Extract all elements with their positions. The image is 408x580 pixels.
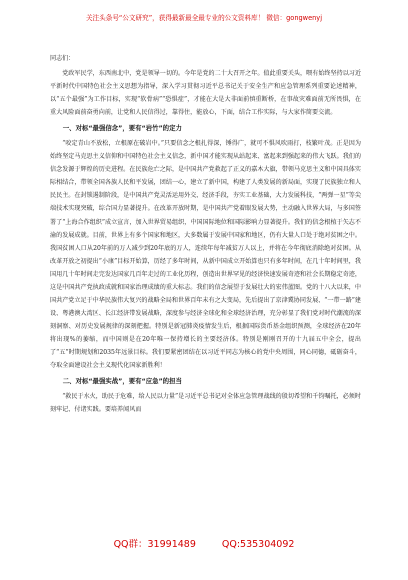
intro-paragraph: 党政军民学，东西南北中，党是领导一切的。今年是党的二十大召开之年。值此重要关头，喂有始终坚持以习近平新时代中国特色社会主义思想为指导，深入学习贯彻习近平总书记关于安全生产和应急管理系列重要论述精神，以“五个最强”为工作目标，实现“软骨病”“恐惧症”，才能在大是大非面前慎重断桥，在事故灾难面前无所畏惧，在重大风险面前奋勇向前，让党和人民信得过，靠得住，能放心，下面，结合工作实际，与大家作简要交流。 [50, 70, 361, 117]
salutation: 同志们： [50, 55, 75, 62]
footer-qq-number: QQ:535304092 [221, 539, 295, 550]
header-banner: 关注头条号“公文研究”，获得最新最全最专业的公文资料库！ 微信：gongwenyj [85, 14, 323, 22]
section-heading-1: 一、对标“最强信念”，要有“岩竹”的定力 [62, 124, 182, 133]
section-1-paragraph: “咬定青山不放松，立根原在破岩中。”只要信念之根扎得深，锤得广，就可不惧风吹雨打，枝繁叶茂。正是因为始终坚定马克思主义信仰和中国特色社会主义信念，新中国才能实现从站起来、富起来到强起来的伟大飞跃。我们的信念发源于辉煌的历史进程。在民族危亡之际，是中国共产党救起了正义的嘉木大旗，带领马克思主义和中国具体实际相结合，带领全国各族人民和平发展，团结一心，建立了新中国，构建了人类发展的新局面，实现了民族独立和人民民主。在封锁遏制阶段，是中国共产党灵活运用外交、经济手段，夯实工业基础，大力发展科技，“两弹一星”等尖端技术实现突破，综合国力显著提升。在改革开放时期，是中国共产党着眼发展大势，主动融入世界大局，与多国签署了“上海合作组织”成立宣言，加入世界贸易组织，中国国际地位和国际影响力显著提升。我们的信念根植于矢志不渝的发展成就。目前，世界上有多个国家和地区，大多数属于发展中国家和地区，仍有大量人口处于绝对贫困之中。我国贫困人口从20年前的万人减少到20年底的万人，连续年每年减贫万人以上，并将在今年彻底消除绝对贫困。从改革开放之初提出“小康”目标开始算，历经了多年时间，从新中国成立开始算也只有多年时间，在几十年时间里，我国用几十年时间走完发达国家几百年走过的工业化历程，创造出世界罕见的经济快速发展奇迹和社会长期稳定奇迹，这是中国共产党执政成就和国家治理成绩的重大标志。我们的信念展望于发展壮大的宏伟蓝图。党的十八大以来，中国共产党立足于中华民族伟大复兴的战略全局和世界百年未有之大变局，先后提出了京津冀协同发展、“一带一路”建设、粤港澳大湾区、长江经济带发展战略，深度参与经济全球化和全球经济治理，充分彰显了我们党对时代潮流的深刻洞察、对历史发展规律的深刻把握。特别是新冠肺炎疫情发生后，根据国际货币基金组织预测，全球经济在20年将出现%的萎缩，而中国则是在20年唯一保持增长的主要经济体。特别是刚刚召开的十九届五中全会，提出了“五”时期规划和2035年远景目标。我们要紧密团结在以习近平同志为核心的党中央周围，同心同德，砥砺奋斗，夺取全面建设社会主义现代化国家新胜利！ [50, 140, 361, 370]
footer-contact [0, 536, 408, 550]
section-heading-2: 二、对标“最强实战”，要有“应急”的担当 [62, 377, 182, 386]
section-2-paragraph: “救民于水火，助民于危难，给人民以力量”是习近平总书记对全体应急管理战线的殷切希望和千钧嘱托，必须时刻牢记、付诸实践。要培养闻风而 [50, 393, 361, 414]
footer-qq-group: QQ群：31991489 [113, 539, 196, 550]
document-body [50, 52, 361, 416]
